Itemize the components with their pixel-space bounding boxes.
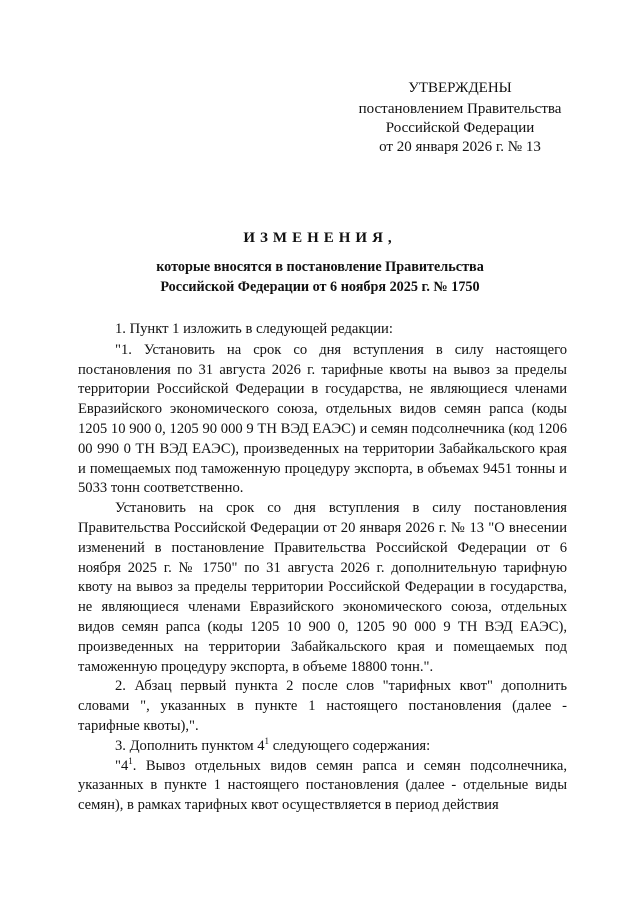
paragraph-text: 3. Дополнить пунктом 4 xyxy=(115,737,265,754)
document-title xyxy=(60,228,580,297)
approval-heading: УТВЕРЖДЕНЫ xyxy=(408,80,512,96)
paragraph-text: следующего содержания: xyxy=(269,737,431,754)
superscript: 1 xyxy=(264,735,270,746)
paragraph-quoted-item-1: "1. Установить на срок со дня вступления в силу настоящего постановления по 31 августа 2026 г. тарифные квоты на вывоз за пределы территории Российской Федерации в государства, не являющиеся членами Евразийского экономического союза, отдельных видов семян рапса (коды 1205 10 900 0, 1205 90 000 9 ТН ВЭД ЕАЭС) и семян подсолнечника (код 1206 00 990 0 ТН ВЭД ЕАЭС), произведенных на территории Забайкальского края и помещаемых под таможенную процедуру экспорта, в объемах 9451 тонны и 5033 тонн соответственно. xyxy=(78,341,567,497)
superscript: 1 xyxy=(128,755,133,766)
paragraph-text: . Вывоз отдельных видов семян рапса и семян подсолнечника, указанных в пункте 1 настоящего постановления (далее - отдельные виды семян), в рамках тарифных квот осуществляется в период действия xyxy=(78,757,567,814)
paragraph-item-2: 2. Абзац первый пункта 2 после слов "тарифных квот" дополнить словами ", указанных в пункте 1 настоящего постановления (далее - тарифные квоты),". xyxy=(78,678,567,734)
title-subtitle-line: которые вносятся в постановление Правительства xyxy=(156,259,484,275)
approval-line: Российской Федерации xyxy=(385,120,535,136)
paragraph-item-3 xyxy=(78,737,567,757)
approval-line: постановлением Правительства xyxy=(358,101,562,117)
document-body xyxy=(78,320,567,814)
approval-stamp xyxy=(330,79,590,157)
paragraph-item-1: 1. Пункт 1 изложить в следующей редакции: xyxy=(115,321,393,337)
title-subtitle-line: Российской Федерации от 6 ноября 2025 г. № 1750 xyxy=(160,279,480,295)
approval-date: от 20 января 2026 г. № 13 xyxy=(379,139,541,155)
paragraph-item-4-1 xyxy=(78,755,567,814)
title-heading: ИЗМЕНЕНИЯ, xyxy=(243,230,397,246)
paragraph-additional-quota: Установить на срок со дня вступления в силу постановления Правительства Российской Федерации от 20 января 2026 г. № 13 "О внесении изменений в постановление Правительства Российской Федерации от 6 ноября 2025 г. № 1750" по 31 августа 2026 г. дополнительную тарифную квоту на вывоз за пределы территории Российской Федерации в государства, не являющиеся членами Евразийского экономического союза, отдельных видов семян рапса (коды 1205 10 900 0, 1205 90 000 9 ТН ВЭД ЕАЭС), произведенных на территории Забайкальского края и помещаемых под таможенную процедуру экспорта, в объеме 18800 тонн.". xyxy=(78,500,567,675)
paragraph-text: "4 xyxy=(115,757,129,774)
